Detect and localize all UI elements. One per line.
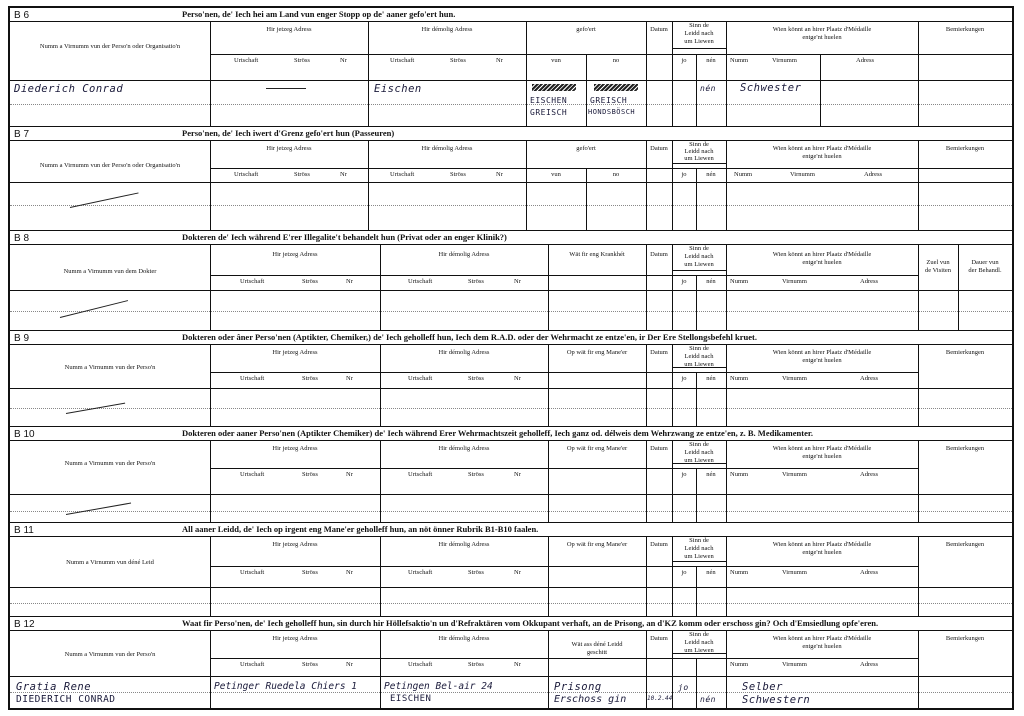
medal-header-2: entge'nt huelen xyxy=(802,453,842,460)
section-code: B 8 xyxy=(14,233,30,244)
medal-header-2: entge'nt huelen xyxy=(802,357,842,364)
medal-header-1: Wien könnt an hirer Plaatz d'Médaille xyxy=(772,635,872,642)
firstname-header: Virnumm xyxy=(782,278,807,285)
entry-former-locality: Eischen xyxy=(374,83,422,95)
medal-header-2: entge'nt huelen xyxy=(802,643,842,650)
died-header-2: Leidd nach xyxy=(684,353,714,360)
section-grid xyxy=(10,630,1012,710)
current-address-header: Hir jetzeg Adress xyxy=(272,541,318,548)
no-header: nén xyxy=(706,57,716,64)
to-header: no xyxy=(612,171,620,178)
current-address-header: Hir jetzeg Adress xyxy=(272,635,318,642)
transported-header: gefo'ert xyxy=(576,145,596,152)
street-header: Ströss xyxy=(302,375,318,382)
visits-header-1: Zuel vun xyxy=(926,259,950,266)
entry-from-1: EISCHEN xyxy=(530,96,568,105)
street-header: Ströss xyxy=(302,569,318,576)
date-header: Datum xyxy=(650,541,668,548)
entry-name-2: DIEDERICH CONRAD xyxy=(16,694,116,705)
section-code: B 10 xyxy=(14,429,35,440)
address-header: Adress xyxy=(864,171,883,178)
street-header: Ströss xyxy=(294,57,310,64)
locality-header: Urtschaft xyxy=(234,171,259,178)
medal-header-1: Wien könnt an hirer Plaatz d'Médaille xyxy=(772,541,872,548)
yes-header: jo xyxy=(681,471,687,478)
number-header: Nr xyxy=(514,375,521,382)
locality-header: Urtschaft xyxy=(240,278,265,285)
from-header: vun xyxy=(551,171,561,178)
medal-header-1: Wien könnt an hirer Plaatz d'Médaille xyxy=(772,445,872,452)
visits-header-2: de Visiten xyxy=(924,267,952,274)
name-column-header: Numm a Virnumm vun der Perso'n xyxy=(64,460,156,467)
to-header: no xyxy=(612,57,620,64)
street-header: Ströss xyxy=(302,471,318,478)
surname-header: Numm xyxy=(730,569,749,576)
died-header-1: Sinn de xyxy=(689,537,709,544)
street-header: Ströss xyxy=(294,171,310,178)
firstname-header: Virnumm xyxy=(772,57,797,64)
died-header-2: Leidd nach xyxy=(684,545,714,552)
medal-header-2: entge'nt huelen xyxy=(802,34,842,41)
former-address-header: Hir démolig Adress xyxy=(438,445,490,452)
number-header: Nr xyxy=(346,278,353,285)
street-header: Ströss xyxy=(302,661,318,668)
current-address-header: Hir jetzeg Adress xyxy=(266,26,312,33)
remarks-header: Bemierkungen xyxy=(945,445,985,452)
medal-header-2: entge'nt huelen xyxy=(802,549,842,556)
no-header: nén xyxy=(706,471,716,478)
locality-header: Urtschaft xyxy=(408,471,433,478)
street-header: Ströss xyxy=(468,278,484,285)
section-code: B 12 xyxy=(14,619,35,630)
surname-header: Numm xyxy=(730,278,749,285)
what-happened-header-1: Wät ass déné Leidd xyxy=(571,641,623,648)
entry-what-happened-2: Erschoss gin xyxy=(554,694,627,705)
street-header: Ströss xyxy=(468,471,484,478)
entry-surname: Schwester xyxy=(740,82,802,94)
current-address-header: Hir jetzeg Adress xyxy=(272,445,318,452)
current-address-header: Hir jetzeg Adress xyxy=(272,251,318,258)
surname-header: Numm xyxy=(730,375,749,382)
entry-current-address: Petinger Ruedela Chiers 1 xyxy=(214,681,357,692)
date-header: Datum xyxy=(650,635,668,642)
section-b10 xyxy=(10,426,1012,522)
locality-header: Urtschaft xyxy=(240,569,265,576)
section-title: All aaner Leidd, de' Iech op irgent eng Mane'er geholleff hun, an nöt önner Rubrik B1-B10 faalen. xyxy=(182,524,539,534)
address-header: Adress xyxy=(856,57,875,64)
section-grid xyxy=(10,536,1012,616)
died-header-3: um Liewen xyxy=(684,38,714,45)
firstname-header: Virnumm xyxy=(782,471,807,478)
street-header: Ströss xyxy=(450,57,466,64)
surname-header: Numm xyxy=(730,471,749,478)
died-header-1: Sinn de xyxy=(689,345,709,352)
no-header: nén xyxy=(706,569,716,576)
section-b12 xyxy=(10,616,1012,710)
entry-to-1: GREISCH xyxy=(590,96,628,105)
died-header-1: Sinn de xyxy=(689,245,709,252)
section-b7 xyxy=(10,126,1012,230)
number-header: Nr xyxy=(496,171,503,178)
entry-former-locality: EISCHEN xyxy=(390,694,432,704)
number-header: Nr xyxy=(346,569,353,576)
section-b6 xyxy=(10,8,1012,126)
section-grid xyxy=(10,21,1012,126)
number-header: Nr xyxy=(346,661,353,668)
address-header: Adress xyxy=(860,375,879,382)
name-column-header: Numm a Virnumm vun déné Leid xyxy=(66,559,154,566)
section-title: Waat fir Perso'nen, de' Iech geholleff hun, sin durch hir Höllefsaktio'n un d'Refraktären vom Okkupant verhaft, an de Prisong, an d'KZ komm oder erschoss gin? Och d'Emsiedlung opfe'eren. xyxy=(182,618,879,628)
address-header: Adress xyxy=(860,661,879,668)
no-header: nén xyxy=(706,278,716,285)
died-header-3: um Liewen xyxy=(684,361,714,368)
entry-what-happened-1: Prisong xyxy=(554,681,602,693)
section-title: Dokteren oder aaner Perso'nen (Aptikter Chemiker) de' Iech während Erer Wehrmachtszeit geholleff, Iech ganz od. délweis dem Wehrzwang ze entze'en, z. B. Medikamenter. xyxy=(182,428,813,438)
address-header: Adress xyxy=(860,278,879,285)
firstname-header: Virnumm xyxy=(782,375,807,382)
address-header: Adress xyxy=(860,471,879,478)
section-title: Perso'nen, de' Iech hei am Land vun enger Stopp op de' aaner gefo'ert hun. xyxy=(182,9,456,19)
died-header-2: Leidd nach xyxy=(684,449,714,456)
transported-header: gefo'ert xyxy=(576,26,596,33)
died-header-3: um Liewen xyxy=(684,261,714,268)
manner-header: Op wät fir eng Mane'er xyxy=(566,445,628,452)
section-b11 xyxy=(10,522,1012,616)
surname-header: Numm xyxy=(730,661,749,668)
medal-header-1: Wien könnt an hirer Plaatz d'Médaille xyxy=(772,26,872,33)
street-header: Ströss xyxy=(302,278,318,285)
struck-text xyxy=(532,84,576,91)
section-grid xyxy=(10,440,1012,522)
section-code: B 6 xyxy=(14,10,30,21)
from-header: vun xyxy=(551,57,561,64)
former-address-header: Hir démolig Adress xyxy=(421,26,473,33)
locality-header: Urtschaft xyxy=(240,375,265,382)
entry-date: 10.2.44 xyxy=(647,695,673,702)
died-header-1: Sinn de xyxy=(689,631,709,638)
street-header: Ströss xyxy=(468,569,484,576)
former-address-header: Hir démolig Adress xyxy=(438,349,490,356)
entry-name-1: Gratia Rene xyxy=(16,681,92,693)
locality-header: Urtschaft xyxy=(408,661,433,668)
died-header-2: Leidd nach xyxy=(684,30,714,37)
entry-no: nén xyxy=(700,84,716,93)
died-header-1: Sinn de xyxy=(689,141,709,148)
yes-header: jo xyxy=(681,278,687,285)
remarks-header: Bemierkungen xyxy=(945,26,985,33)
date-header: Datum xyxy=(650,349,668,356)
illness-header: Wät fir eng Krankhét xyxy=(569,251,625,258)
locality-header: Urtschaft xyxy=(390,57,415,64)
locality-header: Urtschaft xyxy=(408,569,433,576)
died-header-2: Leidd nach xyxy=(684,253,714,260)
locality-header: Urtschaft xyxy=(240,471,265,478)
died-header-3: um Liewen xyxy=(684,553,714,560)
form-page xyxy=(8,6,1014,710)
locality-header: Urtschaft xyxy=(408,278,433,285)
surname-header: Numm xyxy=(730,57,749,64)
name-column-header: Numm a Virnumm vun der Perso'n oder Organisatio'n xyxy=(39,43,181,50)
entry-yes: jo xyxy=(678,683,689,692)
firstname-header: Virnumm xyxy=(790,171,815,178)
entry-to-2: HONDSBÖSCH xyxy=(588,108,636,116)
duration-header-2: der Behandl. xyxy=(968,267,1002,274)
died-header-3: um Liewen xyxy=(684,647,714,654)
section-code: B 9 xyxy=(14,333,30,344)
manner-header: Op wät fir eng Mane'er xyxy=(566,541,628,548)
yes-header: jo xyxy=(681,569,687,576)
medal-header-1: Wien könnt an hirer Plaatz d'Médaille xyxy=(772,145,872,152)
address-header: Adress xyxy=(860,569,879,576)
number-header: Nr xyxy=(346,375,353,382)
died-header-2: Leidd nach xyxy=(684,639,714,646)
section-code: B 7 xyxy=(14,129,30,140)
street-header: Ströss xyxy=(450,171,466,178)
number-header: Nr xyxy=(514,278,521,285)
name-column-header: Numm a Virnumm vun der Perso'n xyxy=(64,651,156,658)
remarks-header: Bemierkungen xyxy=(945,145,985,152)
no-header: nén xyxy=(706,171,716,178)
section-b9 xyxy=(10,330,1012,426)
remarks-header: Bemierkungen xyxy=(945,541,985,548)
remarks-header: Bemierkungen xyxy=(945,635,985,642)
section-grid xyxy=(10,140,1012,230)
former-address-header: Hir démolig Adress xyxy=(438,251,490,258)
name-column-header: Numm a Virnumm vun dem Dokter xyxy=(63,268,157,275)
street-header: Ströss xyxy=(468,661,484,668)
street-header: Ströss xyxy=(468,375,484,382)
medal-header-1: Wien könnt an hirer Plaatz d'Médaille xyxy=(772,251,872,258)
no-header: nén xyxy=(706,375,716,382)
locality-header: Urtschaft xyxy=(240,661,265,668)
locality-header: Urtschaft xyxy=(390,171,415,178)
section-title: Dokteren oder âner Perso'nen (Aptikter, Chemiker,) de' Iech geholleff hun, Iech dem R.A.D. oder der Wehrmacht ze entze'en, ir Der Ere Stellongsbefehl kruet. xyxy=(182,332,757,342)
entry-former-address: Petingen Bel-air 24 xyxy=(384,681,493,692)
surname-header: Numm xyxy=(734,171,753,178)
remarks-header: Bemierkungen xyxy=(945,349,985,356)
number-header: Nr xyxy=(514,471,521,478)
yes-header: jo xyxy=(681,57,687,64)
entry-from-2: GREISCH xyxy=(530,108,568,117)
medal-header-2: entge'nt huelen xyxy=(802,153,842,160)
date-header: Datum xyxy=(650,145,668,152)
date-header: Datum xyxy=(650,26,668,33)
firstname-header: Virnumm xyxy=(782,569,807,576)
locality-header: Urtschaft xyxy=(234,57,259,64)
section-grid xyxy=(10,344,1012,426)
what-happened-header-2: geschitt xyxy=(586,649,608,656)
locality-header: Urtschaft xyxy=(408,375,433,382)
firstname-header: Virnumm xyxy=(782,661,807,668)
section-b8 xyxy=(10,230,1012,330)
section-title: Dokteren de' Iech während E'rer Illegalite't behandelt hun (Privat oder an enger Klinik?) xyxy=(182,232,507,242)
medal-header-1: Wien könnt an hirer Plaatz d'Médaille xyxy=(772,349,872,356)
struck-text xyxy=(594,84,638,91)
entry-name: Diederich Conrad xyxy=(14,83,124,95)
former-address-header: Hir démolig Adress xyxy=(421,145,473,152)
section-title: Perso'nen, de' Iech iwert d'Grenz gefo'ert hun (Passeuren) xyxy=(182,128,395,138)
number-header: Nr xyxy=(346,471,353,478)
section-grid xyxy=(10,244,1012,330)
medal-header-2: entge'nt huelen xyxy=(802,259,842,266)
died-header-3: um Liewen xyxy=(684,457,714,464)
former-address-header: Hir démolig Adress xyxy=(438,635,490,642)
number-header: Nr xyxy=(496,57,503,64)
date-header: Datum xyxy=(650,445,668,452)
yes-header: jo xyxy=(681,375,687,382)
number-header: Nr xyxy=(514,661,521,668)
entry-surname-2: Schwestern xyxy=(742,694,811,706)
duration-header-1: Dauer vun xyxy=(971,259,999,266)
died-header-1: Sinn de xyxy=(689,22,709,29)
former-address-header: Hir démolig Adress xyxy=(438,541,490,548)
number-header: Nr xyxy=(514,569,521,576)
name-column-header: Numm a Virnumm vun der Perso'n oder Organisatio'n xyxy=(39,162,181,169)
died-header-3: um Liewen xyxy=(684,155,714,162)
entry-no: nén xyxy=(700,695,716,704)
died-header-2: Leidd nach xyxy=(684,148,714,155)
yes-header: jo xyxy=(681,171,687,178)
manner-header: Op wät fir eng Mane'er xyxy=(566,349,628,356)
died-header-1: Sinn de xyxy=(689,441,709,448)
date-header: Datum xyxy=(650,251,668,258)
section-code: B 11 xyxy=(14,525,34,536)
number-header: Nr xyxy=(340,57,347,64)
name-column-header: Numm a Virnumm vun der Perso'n xyxy=(64,364,156,371)
current-address-header: Hir jetzeg Adress xyxy=(266,145,312,152)
number-header: Nr xyxy=(340,171,347,178)
entry-surname-1: Selber xyxy=(742,681,783,693)
current-address-header: Hir jetzeg Adress xyxy=(272,349,318,356)
